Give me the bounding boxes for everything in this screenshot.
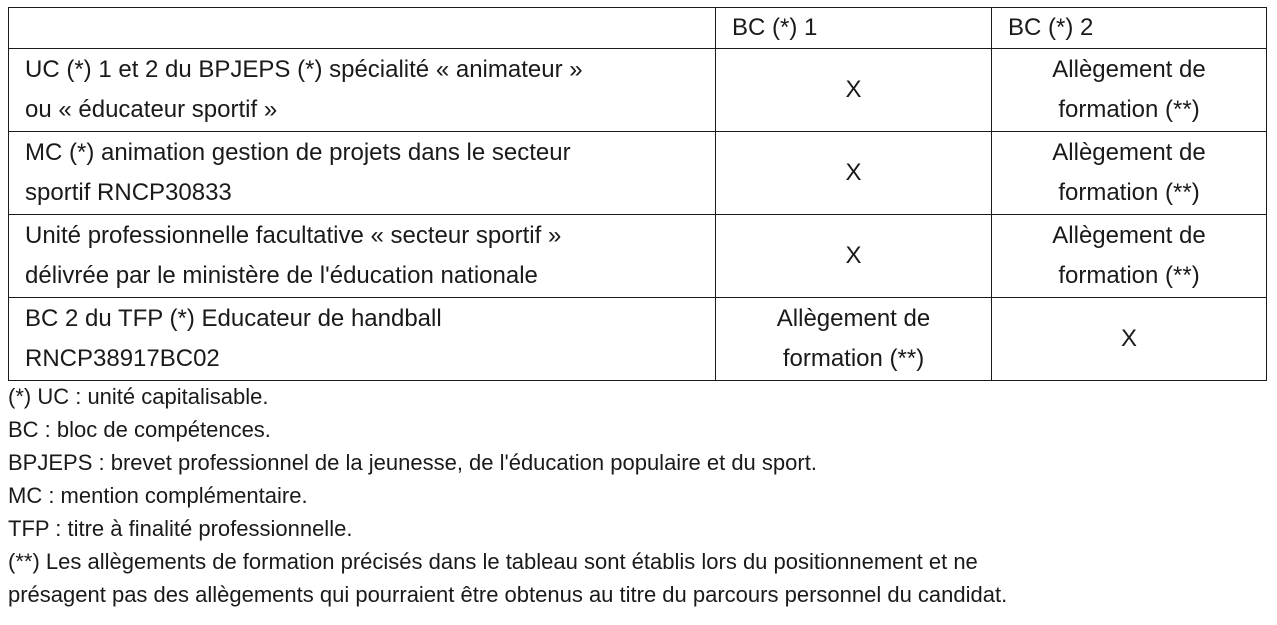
bc1-cell: [716, 298, 992, 381]
row-label-cell: [9, 132, 716, 215]
footnotes: [8, 380, 1270, 611]
row-label-line: sportif RNCP30833: [25, 179, 232, 206]
bc2-cell: [992, 298, 1267, 381]
footnote-line: MC : mention complémentaire.: [8, 483, 308, 508]
bc2-value-line: Allègement de: [1052, 56, 1206, 83]
row-label-line: BC 2 du TFP (*) Educateur de handball: [25, 305, 442, 332]
footnote-line: (**) Les allègements de formation précisés dans le tableau sont établis lors du positionnement et ne: [8, 549, 978, 574]
qualification-table: [8, 7, 1267, 381]
bc2-value-line: Allègement de: [1052, 222, 1206, 249]
row-label-cell: [9, 298, 716, 381]
bc1-value: X: [845, 76, 862, 103]
bc2-value: X: [1120, 325, 1137, 352]
bc2-value-line: formation (**): [1058, 262, 1200, 289]
header-cell-bc2: BC (*) 2: [992, 8, 1267, 49]
row-label-cell: [9, 215, 716, 298]
bc1-cell: [716, 215, 992, 298]
row-label-line: UC (*) 1 et 2 du BPJEPS (*) spécialité « animateur »: [25, 56, 583, 83]
bc1-cell: [716, 132, 992, 215]
table-row: [9, 49, 1267, 132]
row-label-line: RNCP38917BC02: [25, 345, 220, 372]
bc2-value-line: Allègement de: [1052, 139, 1206, 166]
footnote-line: BPJEPS : brevet professionnel de la jeunesse, de l'éducation populaire et du sport.: [8, 450, 817, 475]
table-header-row: [9, 8, 1267, 49]
bc2-cell: [992, 49, 1267, 132]
footnote-line: (*) UC : unité capitalisable.: [8, 384, 269, 409]
row-label-cell: [9, 49, 716, 132]
bc1-value: X: [845, 242, 862, 269]
footnote-line: BC : bloc de compétences.: [8, 417, 271, 442]
bc1-value-line: Allègement de: [776, 305, 931, 332]
footnote-line: TFP : titre à finalité professionnelle.: [8, 516, 353, 541]
header-cell-bc1: BC (*) 1: [716, 8, 992, 49]
row-label-line: ou « éducateur sportif »: [25, 96, 278, 123]
bc1-value-line: formation (**): [782, 345, 925, 372]
row-label-line: Unité professionnelle facultative « secteur sportif »: [25, 222, 562, 249]
table-row: [9, 215, 1267, 298]
bc2-value-line: formation (**): [1058, 179, 1200, 206]
header-cell-empty: [9, 8, 716, 49]
table-row: [9, 298, 1267, 381]
bc1-cell: [716, 49, 992, 132]
table-row: [9, 132, 1267, 215]
footnote-line: présagent pas des allègements qui pourraient être obtenus au titre du parcours personnel du candidat.: [8, 582, 1008, 607]
bc2-cell: [992, 215, 1267, 298]
bc2-value-line: formation (**): [1058, 96, 1200, 123]
row-label-line: délivrée par le ministère de l'éducation nationale: [25, 262, 538, 289]
row-label-line: MC (*) animation gestion de projets dans le secteur: [25, 139, 571, 166]
bc2-cell: [992, 132, 1267, 215]
bc1-value: X: [845, 159, 862, 186]
